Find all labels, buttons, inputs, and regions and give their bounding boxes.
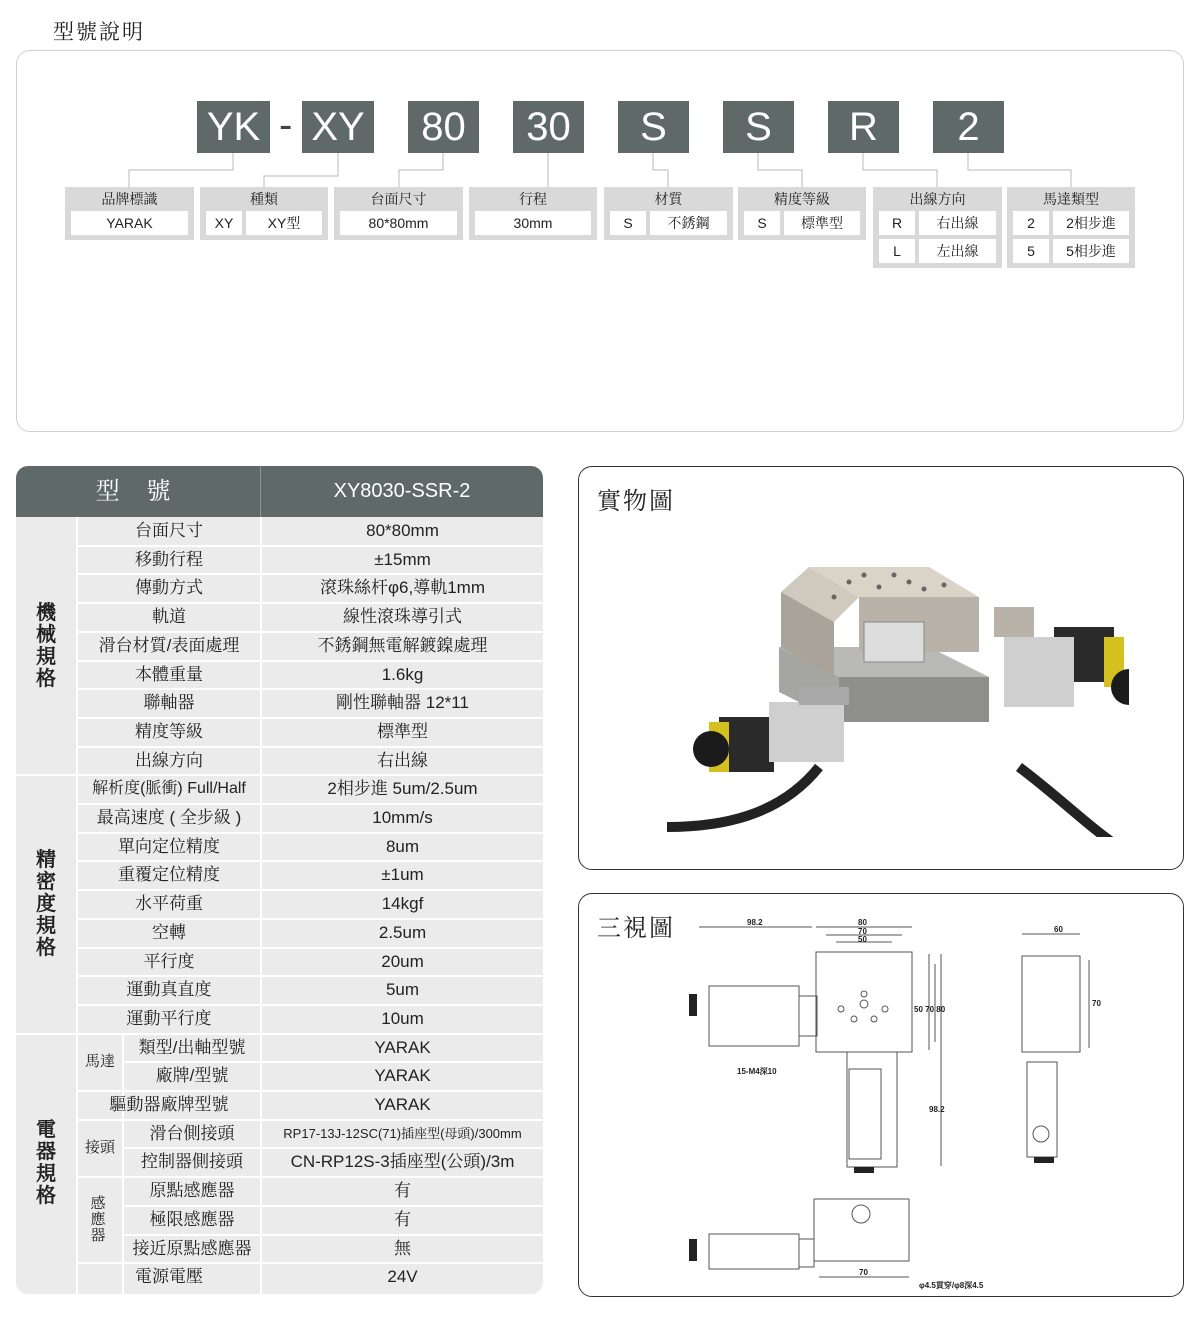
spec-code: L [879, 239, 915, 263]
row-label: 最高速度 ( 全步級 ) [96, 808, 242, 827]
row-label: 空轉 [152, 922, 186, 942]
row-divider [76, 1090, 543, 1092]
row-label: 台面尺寸 [135, 521, 203, 540]
row-value: 2相步進 5um/2.5um [327, 779, 478, 799]
spec-value: YARAK [71, 211, 188, 235]
row-divider [76, 660, 543, 662]
photo-panel [578, 466, 1184, 870]
row-label: 電源電壓 [135, 1267, 203, 1287]
spec-code: S [744, 211, 780, 235]
row-value: YARAK [374, 1095, 431, 1114]
spec-code: XY [206, 211, 242, 235]
dim-70: 70 [858, 927, 867, 936]
spec-group [65, 187, 194, 240]
row-divider [76, 631, 543, 633]
spec-group-title: 行程 [519, 191, 547, 207]
row-label: 出線方向 [135, 750, 203, 770]
row-divider [16, 1033, 543, 1035]
row-divider [76, 602, 543, 604]
dim-50: 50 [858, 935, 867, 944]
category-label: 精密度規格 [36, 849, 56, 960]
code-motor: 2 [933, 101, 1004, 153]
dim-top-width: 98.2 [747, 918, 763, 927]
row-value: 2.5um [378, 922, 427, 942]
spec-group-title: 種類 [250, 191, 278, 207]
dim-vertical-stack: 50 70 80 [914, 1005, 946, 1014]
row-value: 1.6kg [381, 664, 424, 684]
section-title: 型號說明 [53, 21, 145, 44]
row-label: 廠牌/型號 [155, 1066, 229, 1086]
spec-group [334, 187, 463, 240]
row-divider [76, 717, 543, 719]
row-value: 線性滾珠導引式 [343, 607, 462, 627]
row-value: 10mm/s [372, 808, 433, 827]
row-value: 24V [387, 1267, 418, 1287]
row-label: 運動平行度 [126, 1008, 212, 1028]
spec-group [200, 187, 328, 240]
drawing-title: 三視圖 [597, 915, 675, 942]
row-label: 運動真直度 [126, 980, 212, 1000]
spec-group-title: 台面尺寸 [370, 191, 427, 207]
row-value: 80*80mm [366, 521, 439, 540]
spec-desc: 不銹鋼 [650, 211, 727, 235]
code-stroke: 30 [513, 101, 584, 153]
row-divider [76, 1004, 543, 1006]
row-value: CN-RP12S-3插座型(公頭)/3m [290, 1152, 515, 1172]
row-value: YARAK [374, 1066, 431, 1086]
drawing-panel [578, 893, 1184, 1297]
row-label: 水平荷重 [135, 894, 203, 914]
row-divider [76, 918, 543, 920]
spec-desc: 左出線 [919, 239, 996, 263]
spec-group-title: 品牌標識 [101, 191, 158, 207]
row-value: 無 [394, 1238, 411, 1258]
header-model-label: 型 號 [95, 478, 181, 505]
row-label: 軌道 [152, 607, 186, 627]
row-label: 滑台材質/表面處理 [98, 635, 240, 655]
three-view-drawing [579, 894, 1183, 1296]
row-label: 本體重量 [135, 664, 203, 684]
row-divider [122, 1234, 543, 1236]
row-value: 右出線 [377, 750, 428, 770]
row-label: 平行度 [143, 951, 195, 971]
row-divider [122, 1061, 543, 1063]
spec-group-title: 精度等級 [774, 191, 830, 207]
category-label: 電器規格 [36, 1118, 56, 1207]
row-value: 滾珠絲杆φ6,導軌1mm [320, 578, 485, 598]
spec-desc: XY型 [246, 211, 322, 235]
row-label: 原點感應器 [149, 1181, 235, 1201]
row-label: 解析度(脈衝) Full/Half [92, 780, 246, 798]
subcat-label: 接頭 [84, 1139, 115, 1157]
row-value: 14kgf [381, 894, 424, 914]
row-divider [76, 832, 543, 834]
dim-holes-bottom: φ4.5貫穿/φ8深4.5 [919, 1281, 984, 1290]
row-value: 有 [394, 1209, 411, 1229]
spec-group [604, 187, 733, 240]
row-divider [76, 947, 543, 949]
code-precision: S [723, 101, 794, 153]
spec-desc: 標準型 [784, 211, 860, 235]
spec-value: 30mm [475, 211, 591, 235]
row-label: 控制器側接頭 [141, 1152, 243, 1172]
row-value: 10um [381, 1008, 424, 1028]
spec-value: 80*80mm [340, 211, 457, 235]
row-value: 標準型 [377, 721, 428, 741]
spec-desc: 5相步進 [1053, 239, 1129, 263]
spec-desc: 右出線 [919, 211, 996, 235]
spec-code: R [879, 211, 915, 235]
spec-table [16, 466, 543, 1294]
subcat-label: 感應器 [90, 1195, 106, 1245]
row-divider [122, 1147, 543, 1149]
dim-side-width: 60 [1054, 925, 1063, 934]
photo-title: 實物圖 [597, 488, 675, 515]
code-size: 80 [408, 101, 479, 153]
row-value: 有 [394, 1181, 411, 1201]
row-label: 精度等級 [135, 721, 203, 741]
code-cable: R [828, 101, 899, 153]
row-label: 聯軸器 [143, 693, 195, 713]
row-value: 5um [385, 980, 420, 1000]
row-label: 接近原點感應器 [132, 1238, 252, 1258]
row-value: ±15mm [374, 549, 431, 569]
product-photo [659, 527, 1129, 837]
row-value: ±1um [381, 865, 424, 885]
row-label: 傳動方式 [135, 578, 203, 598]
row-divider [76, 975, 543, 977]
row-divider [76, 889, 543, 891]
row-divider [76, 1176, 543, 1178]
spec-group-title: 馬達類型 [1043, 191, 1099, 207]
dim-long-vertical: 98.2 [929, 1105, 945, 1114]
code-material: S [618, 101, 689, 153]
row-label: 極限感應器 [149, 1209, 235, 1229]
code-brand: YK [197, 101, 270, 153]
row-divider [76, 746, 543, 748]
row-label: 重覆定位精度 [118, 865, 220, 885]
row-value: 8um [385, 836, 420, 856]
spec-code: S [610, 211, 646, 235]
row-divider [76, 803, 543, 805]
spec-desc: 2相步進 [1053, 211, 1129, 235]
row-label: 類型/出軸型號 [138, 1037, 246, 1057]
subcat-label: 馬達 [84, 1053, 115, 1071]
spec-group [469, 187, 597, 240]
dim-80: 80 [858, 918, 867, 927]
row-label: 單向定位精度 [118, 836, 220, 856]
row-divider [16, 774, 543, 776]
code-dash: - [279, 103, 293, 147]
spec-group [873, 187, 1002, 268]
code-type: XY [302, 101, 374, 153]
row-value: 20um [381, 951, 424, 971]
row-divider [122, 1205, 543, 1207]
category-label: 機械規格 [36, 602, 56, 691]
spec-code: 5 [1013, 239, 1049, 263]
row-value: 剛性聯軸器 12*11 [336, 693, 469, 713]
row-value: YARAK [374, 1037, 431, 1057]
header-model-value: XY8030-SSR-2 [333, 480, 471, 502]
dim-side-70: 70 [1092, 999, 1101, 1008]
spec-group-title: 出線方向 [909, 191, 966, 207]
row-divider [76, 1119, 543, 1121]
row-label: 滑台側接頭 [149, 1123, 235, 1143]
code-connectors [0, 0, 1200, 200]
row-divider [76, 545, 543, 547]
row-divider [76, 688, 543, 690]
dim-bottom-70: 70 [859, 1268, 868, 1277]
dim-holes-top: 15-M4深10 [737, 1067, 777, 1076]
row-value: RP17-13J-12SC(71)插座型(母頭)/300mm [283, 1125, 522, 1141]
spec-group [1007, 187, 1135, 268]
row-divider [76, 573, 543, 575]
spec-group [738, 187, 866, 240]
table-header [16, 466, 543, 517]
row-divider [76, 860, 543, 862]
spec-code: 2 [1013, 211, 1049, 235]
row-value: 不銹鋼無電解鍍鎳處理 [317, 635, 488, 655]
row-divider [76, 1262, 543, 1264]
row-label: 移動行程 [135, 549, 203, 569]
spec-group-title: 材質 [654, 191, 683, 207]
row-label: 驅動器廠牌型號 [109, 1095, 229, 1114]
